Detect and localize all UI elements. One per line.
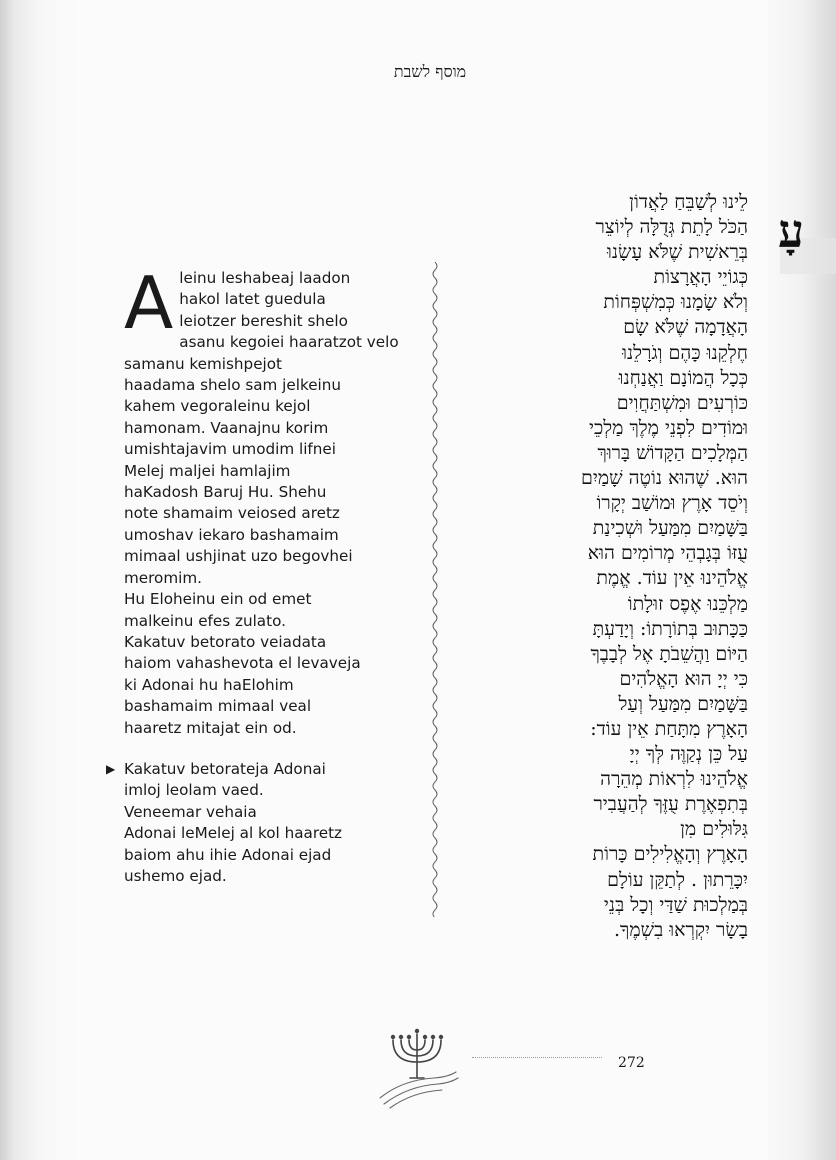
transliteration-paragraph-1: leinu leshabeaj laadon hakol latet guedula leiotzer bereshit shelo asanu kegoiei haaratzot velo samanu kemishpejot haadama shelo sam jelkeinu kahem vegoraleinu kejol hamonam. Vaanajnu korim umishtajavim umodim lifnei Melej maljei hamlajim haKadosh Baruj Hu. Shehu note shamaim veiosed aretz umoshav iekaro bashamaim mimaal ushjinat uzo begovhei meromim. Hu Eloheinu ein od emet malkeinu efes zulato. Kakatuv betorato veiadata haiom vahashevota el levaveja ki Adonai hu haElohim bashamaim mimaal veal haaretz mitajat ein od.	[124, 269, 399, 737]
triangle-marker-icon: ▶	[106, 761, 116, 776]
footer-dotted-rule	[472, 1057, 602, 1058]
transliteration-dropcap: A	[124, 261, 174, 345]
page-number: 272	[618, 1055, 645, 1071]
transliteration-paragraph-2: Kakatuv betorateja Adonai imloj leolam vaed. Veneemar vehaia Adonai leMelej al kol haaretz baiom ahu ihie Adonai ejad ushemo ejad.	[124, 759, 343, 885]
hebrew-column	[488, 190, 804, 943]
hebrew-dropcap: עָ	[777, 204, 804, 258]
transliteration-paragraph-2-block	[106, 759, 424, 887]
running-title: מוסף לשבת	[393, 62, 467, 81]
wavy-column-divider	[430, 262, 440, 917]
menorah-logo-icon	[372, 1020, 462, 1110]
hebrew-text: לֵינוּ לְשַׁבֵּחַ לַאֲדוֹן הַכֹּל לָתֵת גְּדֻלָּה לְיוֹצֵר בְּרֵאשִׁית שֶׁלֹּא עָשָׂנוּ כְּגוֹיֵי הָאֲרָצוֹת וְלֹא שָׂמָנוּ כְּמִשְׁפְּחוֹת הָאֲדָמָה שֶׁלֹּא שָׂם חֶלְקֵנוּ כָּהֶם וְגֹרָלֵנוּ כְּכָל הֲמוֹנָם וַאֲנַחְנוּ כּוֹרְעִים וּמִשְׁתַּחֲוִים וּמוֹדִים לִפְנֵי מֶלֶךְ מַלְכֵי הַמְּלָכִים הַקָּדוֹשׁ בָּרוּךְ הוּא. שֶׁהוּא נוֹטֶה שָׁמַיִם וְיֹסֵד אָרֶץ וּמוֹשַׁב יְקָרוֹ בַּשָּׁמַיִם מִמַּעַל וּשְׁכִינַת עֻזּוֹ בְּגָבְהֵי מְרוֹמִים הוּא אֱלֹהֵינוּ אֵין עוֹד. אֱמֶת מַלְכֵּנוּ אֶפֶס זוּלָתוֹ כַּכָּתוּב בְּתוֹרָתוֹ: וְיָדַעְתָּ הַיּוֹם וַהֲשֵׁבֹתָ אֶל לְבָבֶךָ כִּי יְיָ הוּא הָאֱלֹהִים בַּשָּׁמַיִם מִמַּעַל וְעַל הָאָרֶץ מִתָּחַת אֵין עוֹד: עַל כֵּן נְקַוֶּה לְּךָ יְיָ אֱלֹהֵינוּ לִרְאוֹת מְהֵרָה בְּתִפְאֶרֶת עֻזֶּךָ לְהַעֲבִיר גִּלּוּלִים מִן הָאָרֶץ וְהָאֱלִילִים כָּרוֹת יִכָּרֵתוּן . לְתַקֵּן עוֹלָם בְּמַלְכוּת שַׁדַּי וְכָל בְּנֵי בָשָׂר יִקְרְאוּ בִשְׁמֶךָ.	[581, 191, 748, 941]
transliteration-column	[106, 261, 424, 887]
